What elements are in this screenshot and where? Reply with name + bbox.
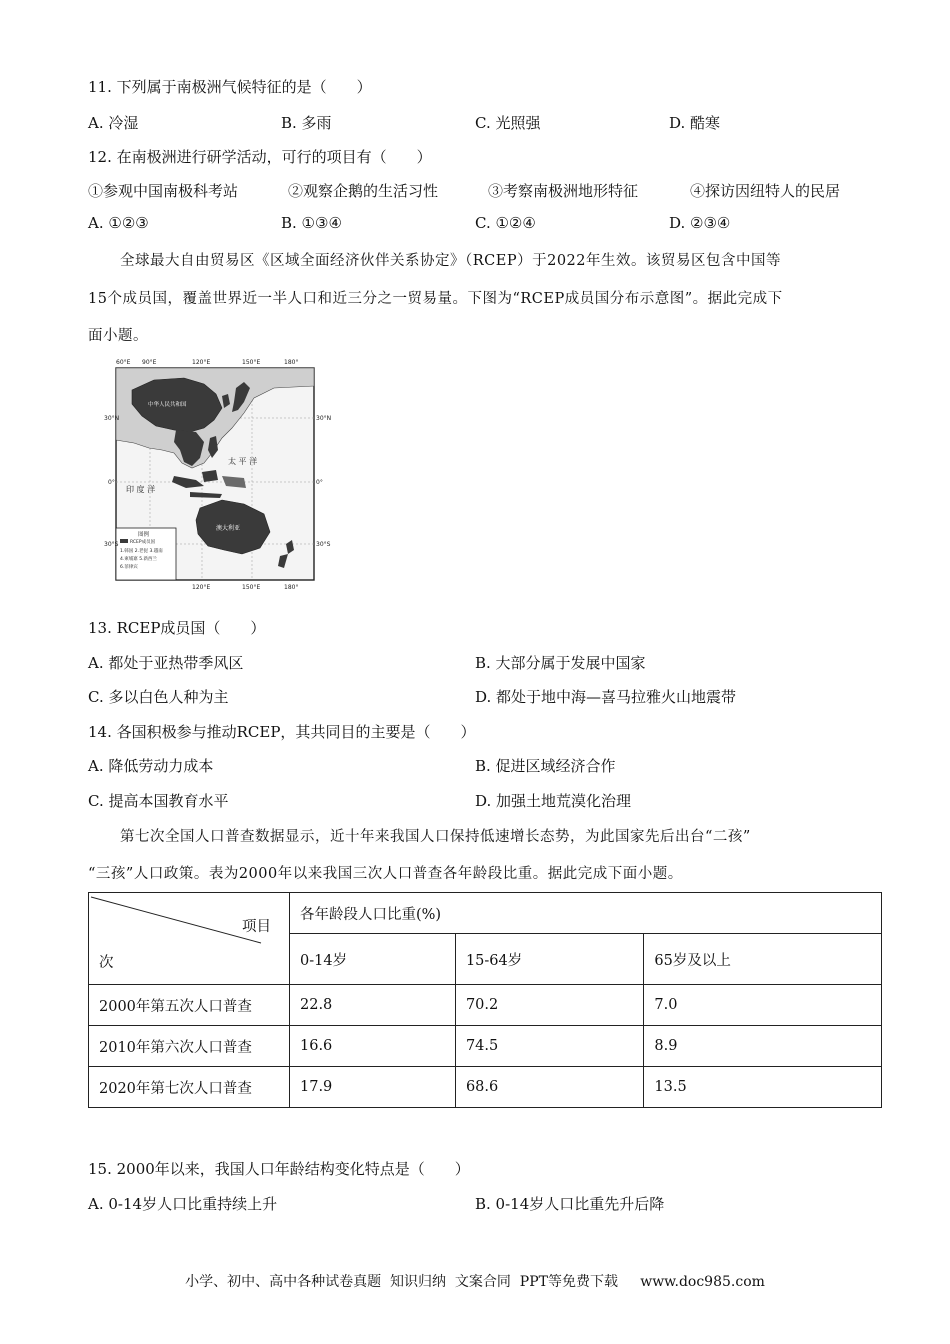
table-cell: 22.8: [290, 985, 456, 1026]
legend-item-2: 1.韩国 2.老挝 3.越南: [120, 549, 163, 554]
map-lat-label-1: 0°: [108, 479, 115, 486]
table-row-label: 2020年第七次人口普查: [89, 1067, 290, 1108]
corner-top-label: 项目: [242, 919, 271, 935]
q12-option-d: D. ②③④: [669, 214, 731, 232]
q15-option-b: B. 0-14岁人口比重先升后降: [475, 1195, 665, 1213]
table-cell: 74.5: [455, 1026, 643, 1067]
q13-option-d: D. 都处于地中海—喜马拉雅火山地震带: [475, 688, 737, 706]
table-cell: 7.0: [644, 985, 882, 1026]
q12-stem: 12. 在南极洲进行研学活动，可行的项目有（ ）: [88, 148, 432, 166]
legend-item-3: 4.柬埔寨 5.新西兰: [120, 557, 158, 562]
map-lat-label-2: 30°S: [104, 541, 119, 548]
map-lon-label-1: 90°E: [142, 359, 157, 366]
table-col-header-0: 0-14岁: [290, 934, 456, 985]
q13-option-c: C. 多以白色人种为主: [88, 688, 229, 706]
q15-stem: 15. 2000年以来，我国人口年龄结构变化特点是（ ）: [88, 1160, 470, 1178]
table-group-header: 各年龄段人口比重(%): [290, 893, 882, 934]
map-lon-label-3: 150°E: [242, 359, 261, 366]
table-cell: 13.5: [644, 1067, 882, 1108]
q11-option-a: A. 冷湿: [88, 114, 139, 132]
rcep-map-figure: [104, 358, 336, 590]
map-lon-label-bottom-2: 180°: [284, 584, 299, 590]
q12-option-a: A. ①②③: [88, 214, 149, 232]
q12-option-c: C. ①②④: [475, 214, 536, 232]
legend-item-1: RCEP成员国: [130, 540, 156, 545]
q13-option-a: A. 都处于亚热带季风区: [88, 654, 244, 672]
table-cell: 68.6: [455, 1067, 643, 1108]
q14-stem: 14. 各国积极参与推动RCEP，其共同目的主要是（ ）: [88, 723, 476, 741]
q13-stem: 13. RCEP成员国（ ）: [88, 619, 266, 637]
q11-option-b: B. 多雨: [281, 114, 332, 132]
map-lon-label-0: 60°E: [116, 359, 131, 366]
q11-option-c: C. 光照强: [475, 114, 541, 132]
map-lon-label-bottom-1: 150°E: [242, 584, 261, 590]
legend-title: 图例: [138, 532, 150, 538]
table-cell: 70.2: [455, 985, 643, 1026]
corner-diagonal: [89, 893, 310, 975]
map-ocean-pacific: 太 平 洋: [228, 457, 258, 466]
table-row-label: 2010年第六次人口普查: [89, 1026, 290, 1067]
population-table: [88, 892, 882, 1108]
q12-item-2: ②观察企鹅的生活习性: [288, 182, 439, 200]
table-row: [89, 1067, 882, 1108]
legend-member-swatch: [120, 539, 128, 543]
map-lat-label-right-0: 30°N: [316, 415, 332, 422]
passage2-line-1: 第七次全国人口普查数据显示，近十年来我国人口保持低速增长态势，为此国家先后出台“二孩”: [120, 829, 751, 845]
q14-option-d: D. 加强土地荒漠化治理: [475, 792, 632, 810]
table-cell: 8.9: [644, 1026, 882, 1067]
map-lon-label-4: 180°: [284, 359, 299, 366]
q12-item-4: ④探访因纽特人的民居: [690, 182, 841, 200]
table-corner-cell: [89, 893, 290, 985]
table-col-header-1: 15-64岁: [455, 934, 643, 985]
map-lon-label-bottom-0: 120°E: [192, 584, 211, 590]
q14-option-b: B. 促进区域经济合作: [475, 757, 616, 775]
map-lat-label-0: 30°N: [104, 415, 120, 422]
table-cell: 16.6: [290, 1026, 456, 1067]
q14-option-a: A. 降低劳动力成本: [88, 757, 214, 775]
map-label-australia: 澳大利亚: [216, 525, 241, 532]
table-cell: 17.9: [290, 1067, 456, 1108]
rcep-map: [104, 358, 336, 590]
table-row-label: 2000年第五次人口普查: [89, 985, 290, 1026]
q11-option-d: D. 酷寒: [669, 114, 721, 132]
map-lat-label-right-1: 0°: [316, 479, 323, 486]
corner-bottom-label: 次: [99, 955, 114, 971]
table-col-header-2: 65岁及以上: [644, 934, 882, 985]
passage1-line-2: 15个成员国，覆盖世界近一半人口和近三分之一贸易量。下图为“RCEP成员国分布示意图”。据此完成下: [88, 291, 783, 307]
q14-option-c: C. 提高本国教育水平: [88, 792, 229, 810]
indonesia-shape-2: [202, 470, 218, 482]
q12-option-b: B. ①③④: [281, 214, 342, 232]
map-lon-label-2: 120°E: [192, 359, 211, 366]
q12-item-3: ③考察南极洲地形特征: [488, 182, 639, 200]
q12-item-1: ①参观中国南极科考站: [88, 182, 239, 200]
q15-option-a: A. 0-14岁人口比重持续上升: [88, 1195, 278, 1213]
map-ocean-indian: 印 度 洋: [126, 485, 156, 494]
q13-option-b: B. 大部分属于发展中国家: [475, 654, 646, 672]
table-row: [89, 985, 882, 1026]
legend-item-4: 6.菲律宾: [120, 565, 138, 570]
map-label-china: 中华人民共和国: [148, 402, 187, 408]
q11-stem: 11. 下列属于南极洲气候特征的是（ ）: [88, 78, 372, 96]
passage1-line-1: 全球最大自由贸易区《区域全面经济伙伴关系协定》（RCEP）于2022年生效。该贸易区包含中国等: [120, 253, 782, 269]
page-footer: 小学、初中、高中各种试卷真题 知识归纳 文案合同 PPT等免费下载 www.doc985.com: [185, 1274, 765, 1290]
table-row: [89, 1026, 882, 1067]
map-lat-label-right-2: 30°S: [316, 541, 331, 548]
passage2-line-2: “三孩”人口政策。表为2000年以来我国三次人口普查各年龄段比重。据此完成下面小题。: [88, 866, 683, 882]
passage1-line-3: 面小题。: [88, 328, 148, 344]
